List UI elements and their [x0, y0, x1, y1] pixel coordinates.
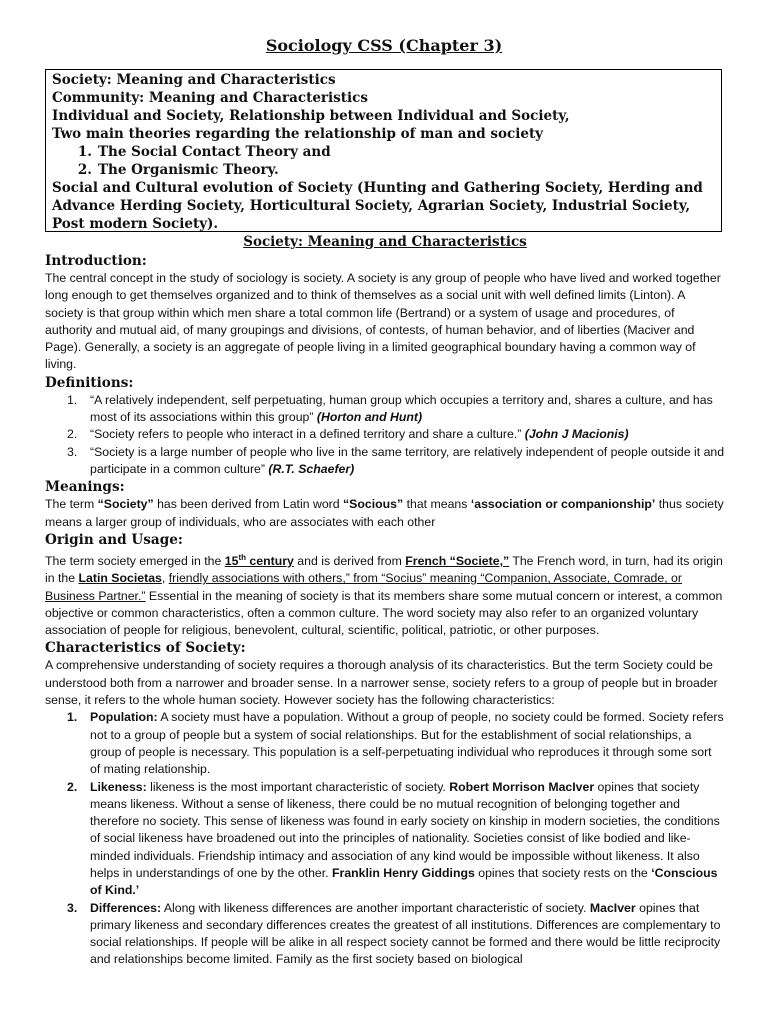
characteristic-item: 2. Likeness: likeness is the most important characteristic of society. Robert Morrison MacIver opines that society means likeness. Without a sense of likeness, there could be no mutual recognition of belonging together and therefore no society. This sense of likeness was found in early society on kinship in modern societies, the conditions of social likeness have broadened out into the principles of nationality. Societies consist of like bodied and like-minded individuals. Friendship intimacy and association of any kind would be impossible without likeness. It also helps in understandings of one by the other. Franklin Henry Giddings opines that society rests on the ‘Conscious of Kind.’ [67, 779, 720, 898]
definition-text: “A relatively independent, self perpetuating, human group which occupies a territory and, shares a culture, and has most of its associations within this group” [90, 392, 713, 425]
definition-number: 1. [67, 392, 78, 407]
definition-source: (R.T. Schaefer) [268, 461, 355, 476]
introduction-heading: Introduction: [45, 253, 147, 269]
characteristic-label: Likeness: [90, 779, 147, 794]
characteristic-number: 3. [67, 900, 78, 915]
chapter-contents-box [45, 69, 722, 232]
characteristics-heading: Characteristics of Society: [45, 640, 246, 657]
definition-item [45, 426, 725, 443]
characteristics-list [45, 709, 725, 968]
characteristic-item: 3. Differences: Along with likeness differences are another important characteristic of society. MacIver opines that primary likeness and secondary differences creates the greatest of all institutions. Differences are complementary to social relationships. If people will be alike in all respect society cannot be formed and there would be little reciprocity and relationships become limited. Family as the first society based on biological [67, 900, 721, 967]
characteristics-intro: A comprehensive understanding of society requires a thorough analysis of its characteristics. But the term Society could be understood both from a narrower and broader sense. In a narrower sense, society refers to a group of people but in broader sense, it refers to the whole human society. However society has the following characteristics: [45, 658, 718, 708]
toc-line: Society: Meaning and Characteristics [52, 72, 336, 88]
characteristic-label: Population: [90, 710, 158, 725]
toc-line: Individual and Society, Relationship between Individual and Society, [52, 108, 570, 124]
introduction-paragraph: The central concept in the study of sociology is society. A society is any group of people who have lived and worked together long enough to get themselves organized and to think of themselves as a social unit with well defined limits (Linton). A society is that group within which men share a total common life (Bertrand) or a system of usage and procedures, of authority and mutual aid, of many groupings and divisions, of contests, of human behavior, and of liberties (Maciver and Page). Generally, a society is an aggregate of people living in a limited geographical boundary having a common way of living. [45, 271, 721, 372]
characteristic-number: 1. [67, 710, 78, 725]
document-body [45, 233, 725, 969]
definition-text: “Society is a large number of people who live in the same territory, are relatively independent of people outside it and participate in a common culture” [90, 444, 725, 476]
toc-subitem-number: 1. [77, 144, 92, 160]
toc-subitem [52, 161, 715, 179]
toc-line: Social and Cultural evolution of Society (Hunting and Gathering Society, Herding and Advance Herding Society, Horticultural Society, Agrarian Society, Industrial Society, Post modern Society). [52, 180, 703, 232]
definitions-heading: Definitions: [45, 374, 134, 391]
toc-subitem-number: 2. [77, 162, 92, 178]
definitions-list [45, 392, 725, 478]
definition-source: (John J Macionis) [524, 427, 629, 442]
meanings-heading: Meanings: [45, 479, 125, 496]
meanings-paragraph: The term “Society” has been derived from Latin word “Socious” that means ‘association or companionship’ thus society means a larger group of individuals, who are associates with each other [45, 497, 724, 529]
definition-source: (Horton and Hunt) [316, 410, 423, 425]
friendly-associations-text: friendly associations with others,” from “Socius” meaning “Companion, Associate, Comrade, or Business Partner.” [45, 571, 682, 603]
definition-text: “Society refers to people who interact in a defined territory and share a culture.” [90, 427, 525, 442]
toc-line: Two main theories regarding the relationship of man and society [52, 126, 544, 142]
characteristic-label: Differences: [90, 900, 162, 915]
origin-paragraph: The term society emerged in the 15th century and is derived from French “Societe,” The French word, in turn, had its origin in the Latin Societas, friendly associations with others,” from “Socius” meaning “Companion, Associate, Comrade, or Business Partner.” Essential in the meaning of society is that its members share some mutual concern or interest, a common objective or common characteristics, often a common culture. The word society may also refer to an organized voluntary association of people for religious, benevolent, cultural, scientific, political, patriotic, or other purposes. [45, 552, 723, 638]
section-title: Society: Meaning and Characteristics [243, 234, 527, 250]
toc-subitem [52, 143, 715, 161]
toc-line: Community: Meaning and Characteristics [52, 90, 368, 106]
page-title: Sociology CSS (Chapter 3) [265, 36, 503, 55]
french-term: French “Societe,” [405, 553, 510, 568]
toc-subitem-text: The Organismic Theory. [98, 162, 279, 178]
definition-item [45, 392, 725, 427]
definition-item [45, 444, 725, 479]
definition-number: 2. [67, 427, 78, 442]
toc-subitem-text: The Social Contact Theory and [98, 144, 331, 160]
definition-number: 3. [67, 444, 78, 459]
century-term: 15th century [224, 552, 294, 568]
characteristic-number: 2. [67, 779, 78, 794]
characteristic-item: 1. Population: A society must have a population. Without a group of people, no society could be formed. Society refers not to a group of people but a system of social relationships. But for the establishment of social relationships, a group of people is necessary. This population is a self-perpetuating individual who reproduces it through some sort of mating relationship. [67, 710, 724, 777]
origin-heading: Origin and Usage: [45, 531, 183, 548]
latin-term: Latin Societas [78, 571, 162, 586]
